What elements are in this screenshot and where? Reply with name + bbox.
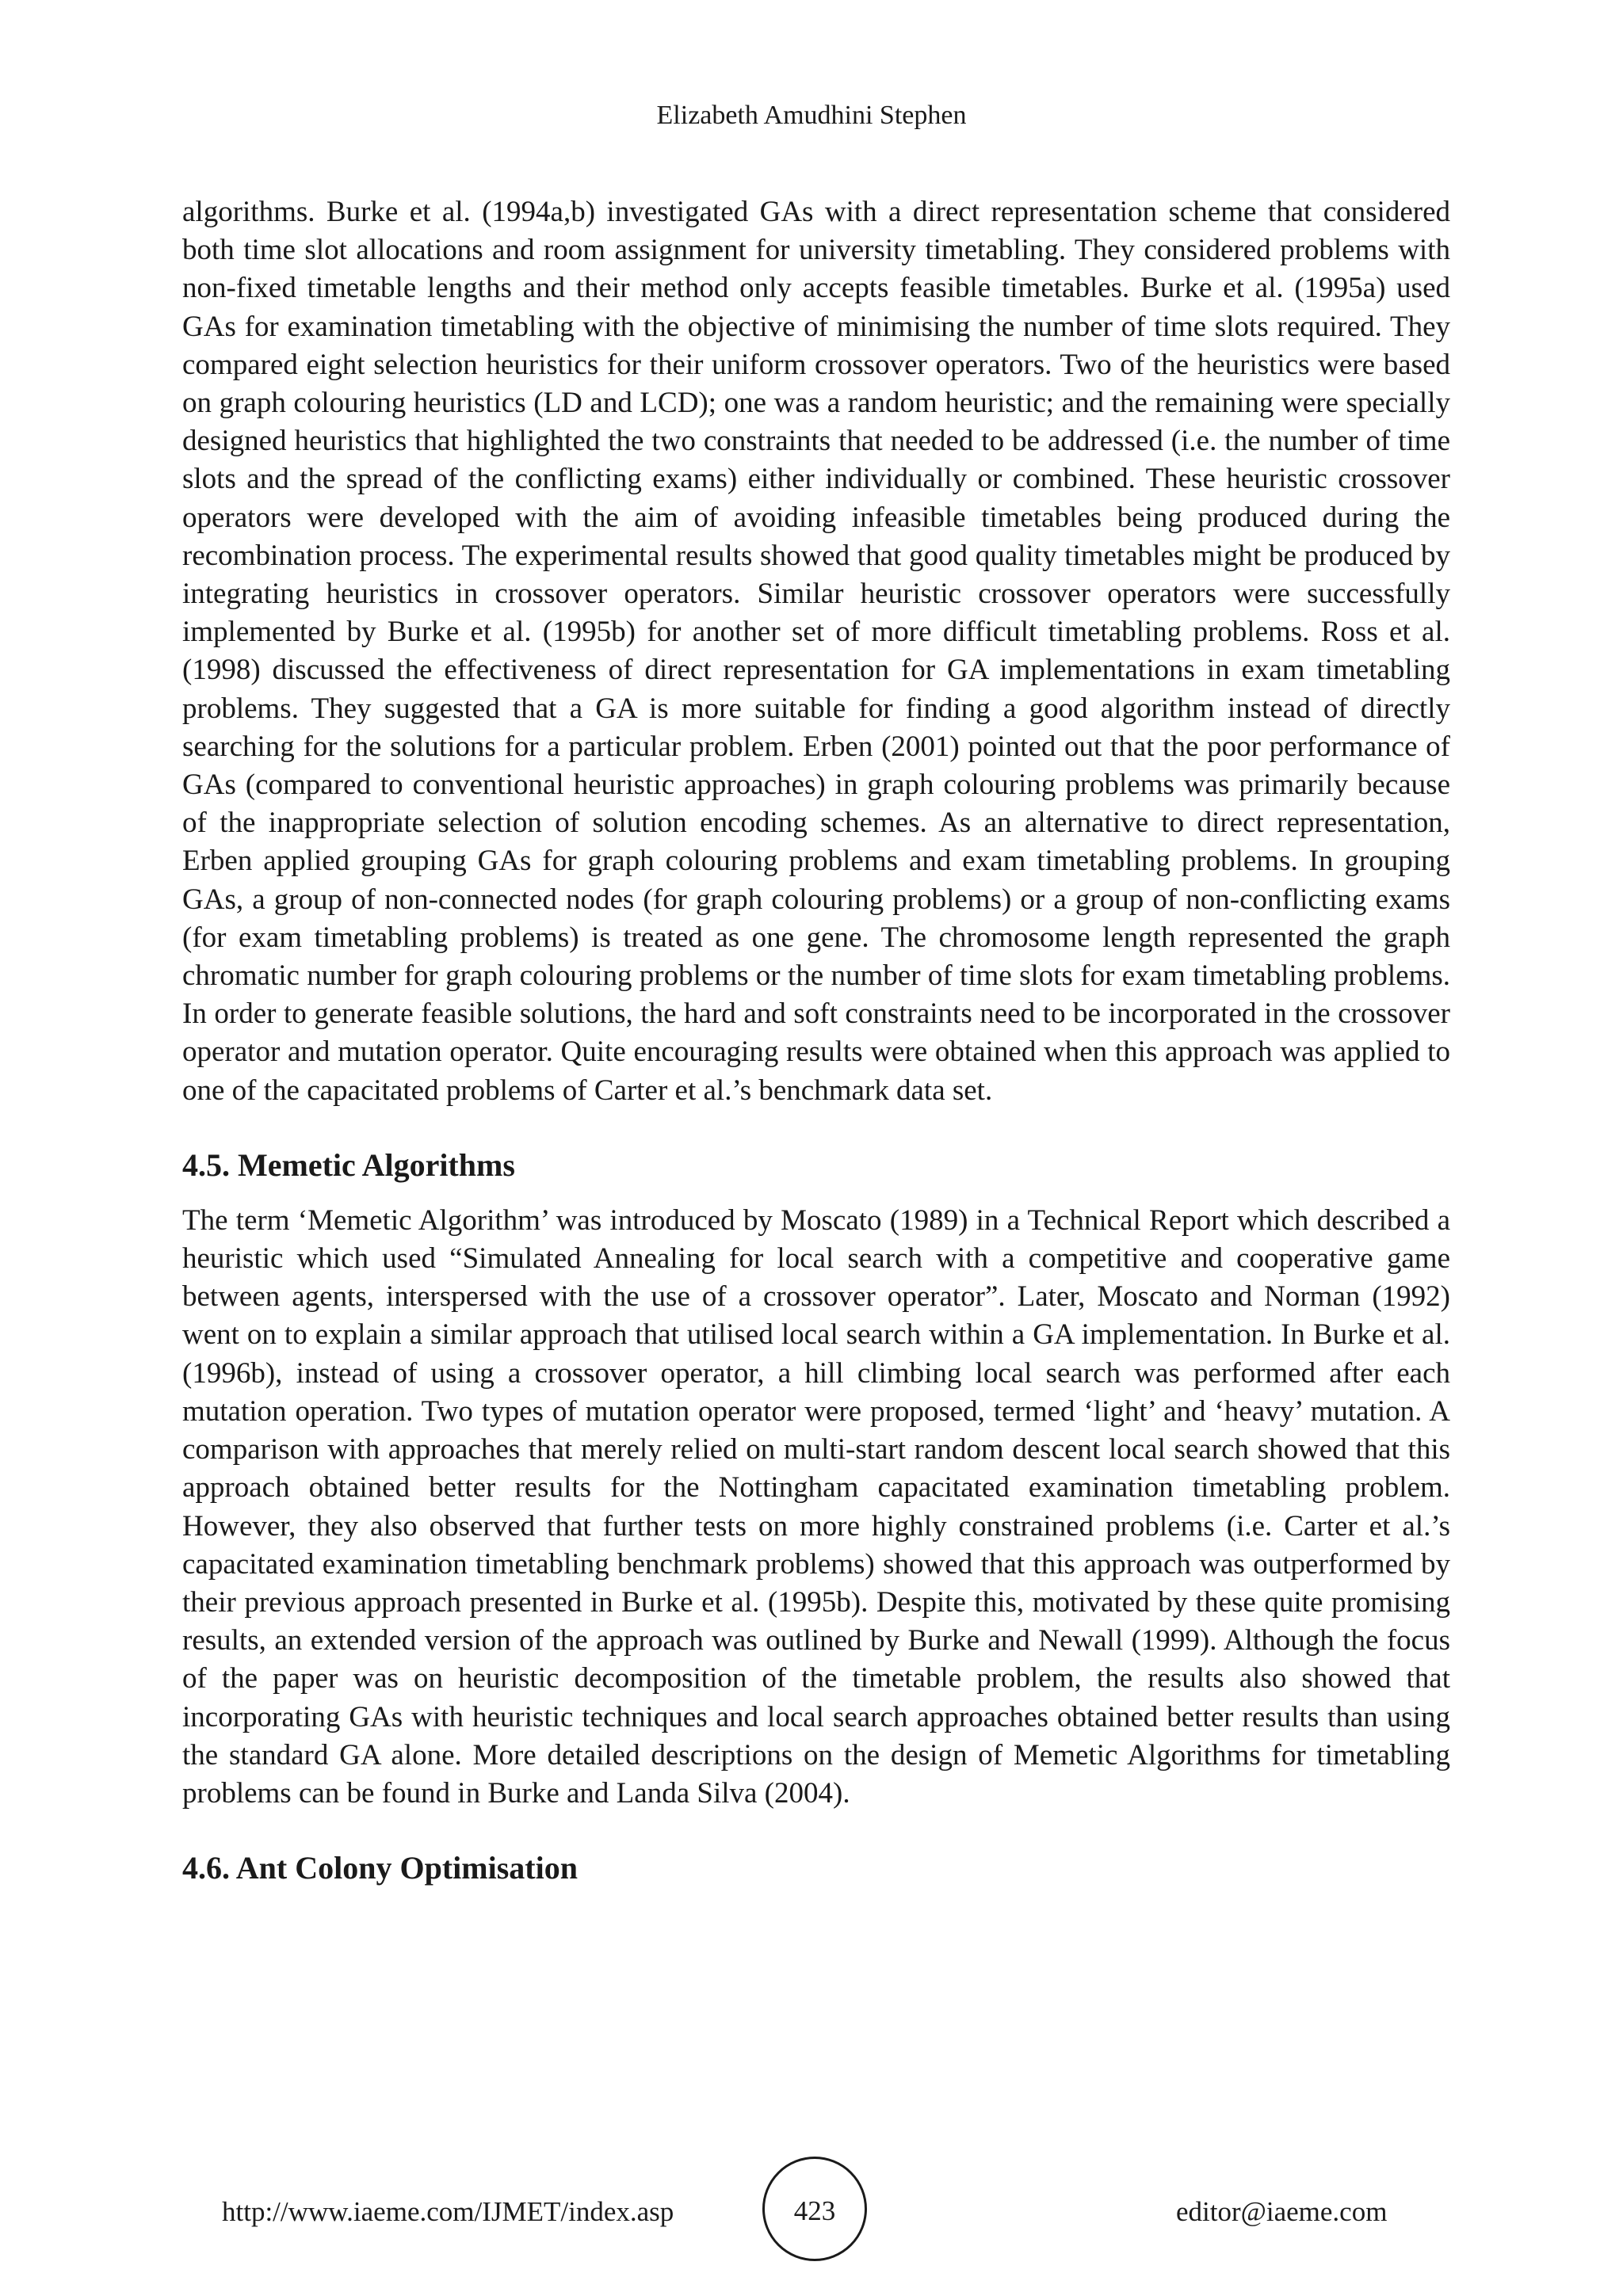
page-number: 423 xyxy=(793,2195,836,2226)
paragraph-genetic-algorithms: algorithms. Burke et al. (1994a,b) investigated GAs with a direct representation scheme that considered both time slot allocations and room assignment for university timetabling. They considered problems with non-fixed timetable lengths and their method only accepts feasible timetables. Burke et al. (1995a) used GAs for examination timetabling with the objective of minimising the number of time slots required. They compared eight selection heuristics for their uniform crossover operators. Two of the heuristics were based on graph colouring heuristics (LD and LCD); one was a random heuristic; and the remaining were specially designed heuristics that highlighted the two constraints that needed to be addressed (i.e. the number of time slots and the spread of the conflicting exams) either individually or combined. These heuristic crossover operators were developed with the aim of avoiding infeasible timetables being produced during the recombination process. The experimental results showed that good quality timetables might be produced by integrating heuristics in crossover operators. Similar heuristic crossover operators were successfully implemented by Burke et al. (1995b) for another set of more difficult timetabling problems. Ross et al. (1998) discussed the effectiveness of direct representation for GA implementations in exam timetabling problems. They suggested that a GA is more suitable for finding a good algorithm instead of directly searching for the solutions for a particular problem. Erben (2001) pointed out that the poor performance of GAs (compared to conventional heuristic approaches) in graph colouring problems was primarily because of the inappropriate selection of solution encoding schemes. As an alternative to direct representation, Erben applied grouping GAs for graph colouring problems and exam timetabling problems. In grouping GAs, a group of non-connected nodes (for graph colouring problems) or a group of non-conflicting exams (for exam timetabling problems) is treated as one gene. The chromosome length represented the graph chromatic number for graph colouring problems or the number of time slots for exam timetabling problems. In order to generate feasible solutions, the hard and soft constraints need to be incorporated in the crossover operator and mutation operator. Quite encouraging results were obtained when this approach was applied to one of the capacitated problems of Carter et al.’s benchmark data set. xyxy=(182,196,1450,1107)
section-heading-memetic-algorithms: 4.5. Memetic Algorithms xyxy=(182,1146,515,1183)
page-footer xyxy=(0,2157,1623,2267)
section-heading-ant-colony-optimisation: 4.6. Ant Colony Optimisation xyxy=(182,1850,578,1886)
running-head-author: Elizabeth Amudhini Stephen xyxy=(656,101,967,130)
paragraph-memetic-algorithms: The term ‘Memetic Algorithm’ was introduced by Moscato (1989) in a Technical Report which described a heuristic which used “Simulated Annealing for local search with a competitive and cooperative game between agents, interspersed with the use of a crossover operator”. Later, Moscato and Norman (1992) went on to explain a similar approach that utilised local search within a GA implementation. In Burke et al. (1996b), instead of using a crossover operator, a hill climbing local search was performed after each mutation operation. Two types of mutation operator were proposed, termed ‘light’ and ‘heavy’ mutation. A comparison with approaches that merely relied on multi-start random descent local search showed that this approach obtained better results for the Nottingham capacitated examination timetabling problem. However, they also observed that further tests on more highly constrained problems (i.e. Carter et al.’s capacitated examination timetabling benchmark problems) showed that this approach was outperformed by their previous approach presented in Burke et al. (1995b). Despite this, motivated by these quite promising results, an extended version of the approach was outlined by Burke and Newall (1999). Although the focus of the paper was on heuristic decomposition of the timetable problem, the results also showed that incorporating GAs with heuristic techniques and local search approaches obtained better results than using the standard GA alone. More detailed descriptions on the design of Memetic Algorithms for timetabling problems can be found in Burke and Landa Silva (2004). xyxy=(182,1203,1450,1810)
footer-email-link[interactable]: editor@iaeme.com xyxy=(1176,2196,1388,2227)
footer-url-link[interactable]: http://www.iaeme.com/IJMET/index.asp xyxy=(222,2196,674,2227)
article-body xyxy=(182,193,1450,1889)
page-number-circle xyxy=(762,2157,867,2261)
